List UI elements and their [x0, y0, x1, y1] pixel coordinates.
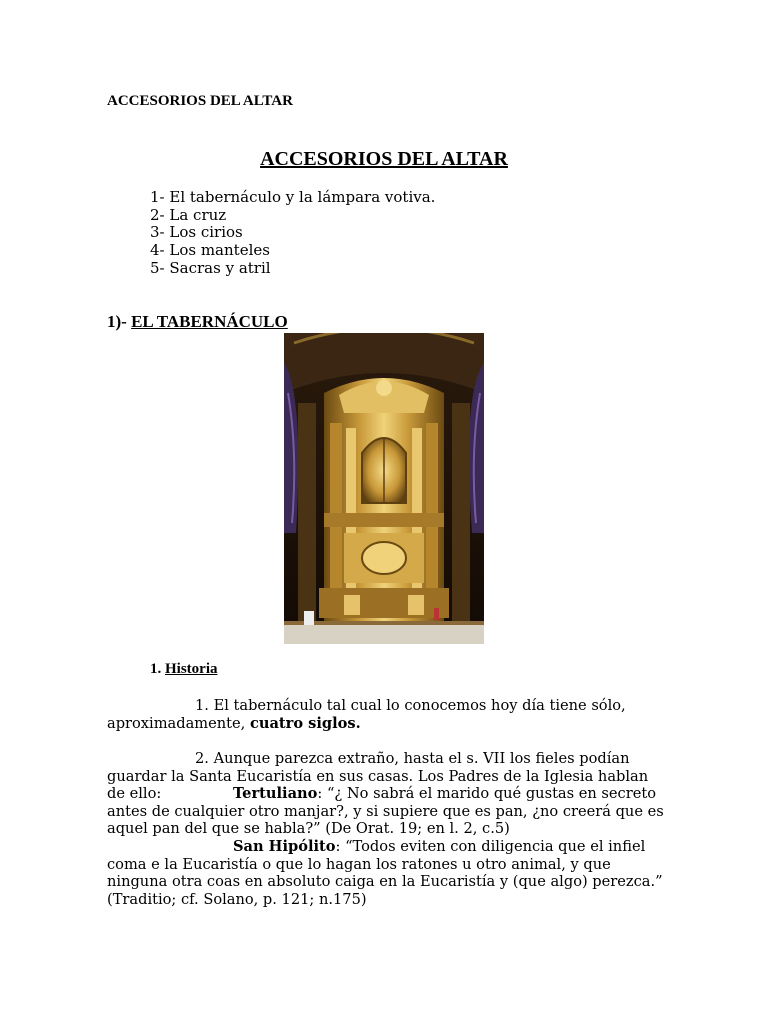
author-name: San Hipólito: [233, 838, 336, 855]
toc-item: 4- Los manteles: [150, 241, 270, 260]
section-number: 1)-: [107, 312, 132, 331]
toc-item: 2- La cruz: [150, 205, 227, 224]
paragraph: [107, 785, 667, 838]
paragraph: [107, 697, 667, 732]
document-title: ACCESORIOS DEL ALTAR: [260, 148, 508, 170]
subsection-title: Historia: [165, 661, 218, 677]
tabernacle-photo: [284, 333, 484, 644]
toc-item: 1- El tabernáculo y la lámpara votiva.: [150, 188, 436, 206]
section-heading: [107, 312, 288, 332]
subsection-heading: [150, 661, 218, 678]
table-of-contents: [150, 189, 435, 278]
paragraph-text: 1. El tabernáculo tal cual lo conocemos hoy día tiene sólo, aproximadamente,: [107, 697, 626, 732]
author-name: Tertuliano: [233, 785, 318, 802]
document-header: ACCESORIOS DEL ALTAR: [107, 93, 293, 109]
paragraph-text: 2. Aunque parezca extraño, hasta el s. VII los fieles podían guardar la Santa Eucaristía en sus casas. Los Padres de la Iglesia hablan de ello:: [107, 750, 649, 802]
toc-item: 3- Los cirios: [150, 223, 243, 242]
paragraph-bold: cuatro siglos.: [249, 714, 361, 732]
paragraph-text: : “¿ No sabrá el marido qué gustas en secreto antes de cualquier otro manjar?, y si supiere que es pan, ¿no creerá que es aquel pan del que se habla?” (De Orat. 19; en l. 2, c.5): [107, 785, 664, 837]
subsection-number: 1.: [150, 661, 165, 677]
section-title: EL TABERNÁCULO: [131, 312, 288, 331]
paragraph: [107, 838, 667, 908]
paragraph-text: : “Todos eviten con diligencia que el infiel coma e la Eucaristía o que lo hagan los ratones u otro animal, y que ninguna otra coas en absoluto caiga en la Eucaristía y (que algo) perezca.” (Traditio; cf. Solano, p. 121; n.175): [107, 838, 663, 908]
toc-item: 5- Sacras y atril: [150, 258, 271, 277]
